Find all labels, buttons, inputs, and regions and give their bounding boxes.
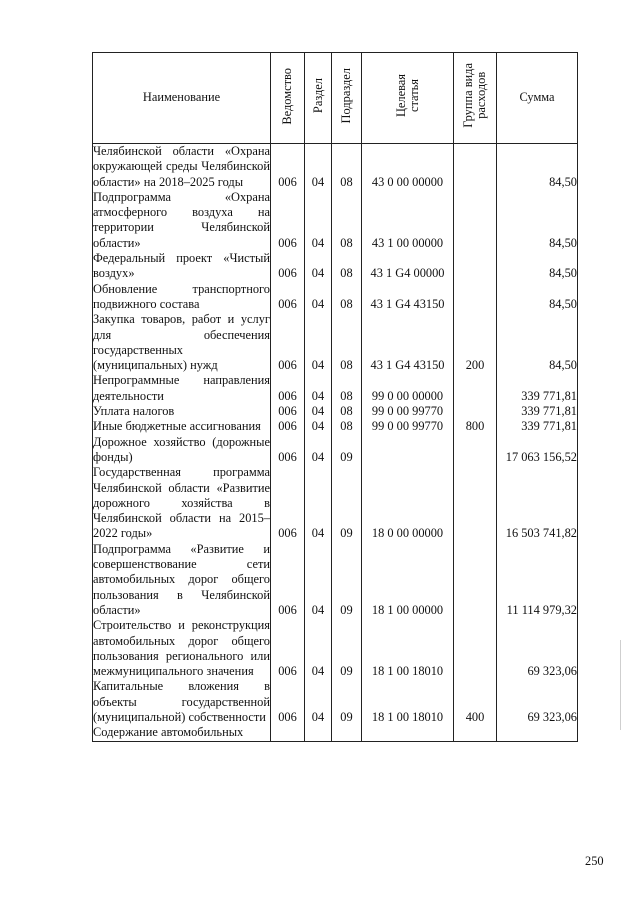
row-summa-cell: 69 323,06: [497, 618, 578, 679]
row-razdel-cell: 04: [305, 373, 332, 404]
row-razdel-cell: 04: [305, 144, 332, 190]
row-gruppa-cell: [454, 373, 497, 404]
row-razdel-cell: 04: [305, 312, 332, 373]
table-row: [93, 144, 578, 190]
row-vedomstvo-cell: 006: [271, 190, 305, 251]
table-row: [93, 618, 578, 679]
row-celevaya-statya-cell: 18 1 00 18010: [362, 618, 454, 679]
row-name-cell: Капитальные вложения в объекты государственной (муниципальной) собственности: [93, 679, 270, 724]
row-razdel-cell: [305, 725, 332, 741]
row-razdel-cell: 04: [305, 542, 332, 618]
row-razdel-cell: 04: [305, 679, 332, 725]
row-summa-cell: 84,50: [497, 282, 578, 313]
table-row: [93, 435, 578, 466]
row-celevaya-statya-cell: 43 0 00 00000: [362, 144, 454, 190]
table-body: [93, 144, 578, 742]
table-row: [93, 251, 578, 282]
row-podrazdel-cell: 08: [332, 419, 362, 434]
row-gruppa-cell: [454, 251, 497, 282]
row-razdel-cell: 04: [305, 465, 332, 541]
row-podrazdel-cell: 09: [332, 542, 362, 618]
header-vedomstvo: Ведомство: [271, 53, 305, 144]
row-vedomstvo-cell: 006: [271, 282, 305, 313]
row-celevaya-statya-cell: 18 0 00 00000: [362, 465, 454, 541]
row-podrazdel-cell: 09: [332, 679, 362, 725]
row-celevaya-statya-cell: [362, 725, 454, 741]
row-gruppa-cell: [454, 144, 497, 190]
table-row: [93, 419, 578, 434]
row-razdel-cell: 04: [305, 435, 332, 466]
row-summa-cell: 339 771,81: [497, 404, 578, 419]
row-summa-cell: 11 114 979,32: [497, 542, 578, 618]
row-gruppa-cell: [454, 465, 497, 541]
table-row: [93, 373, 578, 404]
table-row: [93, 542, 578, 618]
row-name-cell: Подпрограмма «Развитие и совершенствование сети автомобильных дорог общего пользования в Челябинской области»: [93, 541, 270, 617]
table-row: [93, 404, 578, 419]
row-celevaya-statya-cell: 99 0 00 99770: [362, 419, 454, 434]
budget-table: [92, 52, 578, 742]
row-name-cell: Уплата налогов: [93, 404, 271, 419]
row-summa-cell: 16 503 741,82: [497, 465, 578, 541]
table-row: [93, 465, 578, 541]
row-podrazdel-cell: 08: [332, 282, 362, 313]
row-vedomstvo-cell: 006: [271, 465, 305, 541]
row-name-cell: Иные бюджетные ассигнования: [93, 419, 271, 434]
page-number: 250: [585, 854, 604, 868]
row-name-cell: Непрограммные направления деятельности: [93, 373, 270, 403]
row-vedomstvo-cell: 006: [271, 251, 305, 282]
row-podrazdel-cell: 08: [332, 190, 362, 251]
row-podrazdel-cell: 09: [332, 435, 362, 466]
row-vedomstvo-cell: 006: [271, 618, 305, 679]
row-celevaya-statya-cell: 99 0 00 99770: [362, 404, 454, 419]
row-summa-cell: 84,50: [497, 144, 578, 190]
row-vedomstvo-cell: 006: [271, 312, 305, 373]
row-vedomstvo-cell: [271, 725, 305, 741]
row-vedomstvo-cell: 006: [271, 404, 305, 419]
header-podrazdel: Подраздел: [332, 53, 362, 144]
table-header-row: [93, 53, 578, 144]
row-vedomstvo-cell: 006: [271, 679, 305, 725]
row-podrazdel-cell: 08: [332, 373, 362, 404]
row-celevaya-statya-cell: 99 0 00 00000: [362, 373, 454, 404]
row-summa-cell: 84,50: [497, 312, 578, 373]
header-summa: Сумма: [497, 53, 578, 144]
row-gruppa-cell: [454, 542, 497, 618]
row-summa-cell: 84,50: [497, 190, 578, 251]
row-summa-cell: 339 771,81: [497, 373, 578, 404]
row-name-cell: Челябинской области «Охрана окружающей среды Челябинской области» на 2018–2025 годы: [93, 144, 270, 189]
row-razdel-cell: 04: [305, 282, 332, 313]
row-gruppa-cell: [454, 282, 497, 313]
header-celevaya-statya: Целевая статья: [362, 53, 454, 144]
row-celevaya-statya-cell: [362, 435, 454, 466]
row-vedomstvo-cell: 006: [271, 144, 305, 190]
row-podrazdel-cell: 08: [332, 251, 362, 282]
row-celevaya-statya-cell: 43 1 G4 43150: [362, 312, 454, 373]
table-row: [93, 190, 578, 251]
row-razdel-cell: 04: [305, 251, 332, 282]
row-name-cell: Содержание автомобильных: [93, 725, 271, 741]
row-podrazdel-cell: 09: [332, 465, 362, 541]
row-name-cell: Строительство и реконструкция автомобильных дорог общего пользования регионального или межмуниципального значения: [93, 618, 270, 679]
row-summa-cell: [497, 725, 578, 741]
row-podrazdel-cell: [332, 725, 362, 741]
row-podrazdel-cell: 08: [332, 404, 362, 419]
table-row: [93, 282, 578, 313]
row-celevaya-statya-cell: 43 1 G4 00000: [362, 251, 454, 282]
row-razdel-cell: 04: [305, 618, 332, 679]
row-summa-cell: 84,50: [497, 251, 578, 282]
row-gruppa-cell: [454, 618, 497, 679]
row-gruppa-cell: [454, 404, 497, 419]
row-summa-cell: 69 323,06: [497, 679, 578, 725]
row-podrazdel-cell: 09: [332, 618, 362, 679]
row-name-cell: Подпрограмма «Охрана атмосферного воздуха на территории Челябинской области»: [93, 189, 270, 250]
row-vedomstvo-cell: 006: [271, 435, 305, 466]
row-gruppa-cell: 400: [454, 679, 497, 725]
header-razdel: Раздел: [305, 53, 332, 144]
row-podrazdel-cell: 08: [332, 144, 362, 190]
row-name-cell: Дорожное хозяйство (дорожные фонды): [93, 434, 270, 464]
table-row: [93, 312, 578, 373]
row-name-cell: Федеральный проект «Чистый воздух»: [93, 251, 270, 281]
row-celevaya-statya-cell: 18 1 00 00000: [362, 542, 454, 618]
row-celevaya-statya-cell: 43 1 00 00000: [362, 190, 454, 251]
row-name-cell: Закупка товаров, работ и услуг для обеспечения государственных (муниципальных) нужд: [93, 312, 270, 373]
row-name-cell: Государственная программа Челябинской области «Развитие дорожного хозяйства в Челябинской области на 2015–2022 годы»: [93, 465, 270, 541]
row-celevaya-statya-cell: 18 1 00 18010: [362, 679, 454, 725]
scan-artifact-line: [620, 640, 621, 730]
row-gruppa-cell: [454, 435, 497, 466]
row-gruppa-cell: [454, 190, 497, 251]
header-gruppa-vida-rashodov: Группа вида расходов: [454, 53, 497, 144]
row-celevaya-statya-cell: 43 1 G4 43150: [362, 282, 454, 313]
row-razdel-cell: 04: [305, 404, 332, 419]
row-podrazdel-cell: 08: [332, 312, 362, 373]
row-vedomstvo-cell: 006: [271, 373, 305, 404]
row-vedomstvo-cell: 006: [271, 419, 305, 434]
table-row: [93, 679, 578, 725]
row-vedomstvo-cell: 006: [271, 542, 305, 618]
row-razdel-cell: 04: [305, 419, 332, 434]
row-summa-cell: 17 063 156,52: [497, 435, 578, 466]
row-gruppa-cell: 800: [454, 419, 497, 434]
table-row: [93, 725, 578, 741]
row-gruppa-cell: 200: [454, 312, 497, 373]
header-name: Наименование: [93, 53, 271, 144]
row-razdel-cell: 04: [305, 190, 332, 251]
row-gruppa-cell: [454, 725, 497, 741]
row-name-cell: Обновление транспортного подвижного состава: [93, 281, 270, 311]
row-summa-cell: 339 771,81: [497, 419, 578, 434]
